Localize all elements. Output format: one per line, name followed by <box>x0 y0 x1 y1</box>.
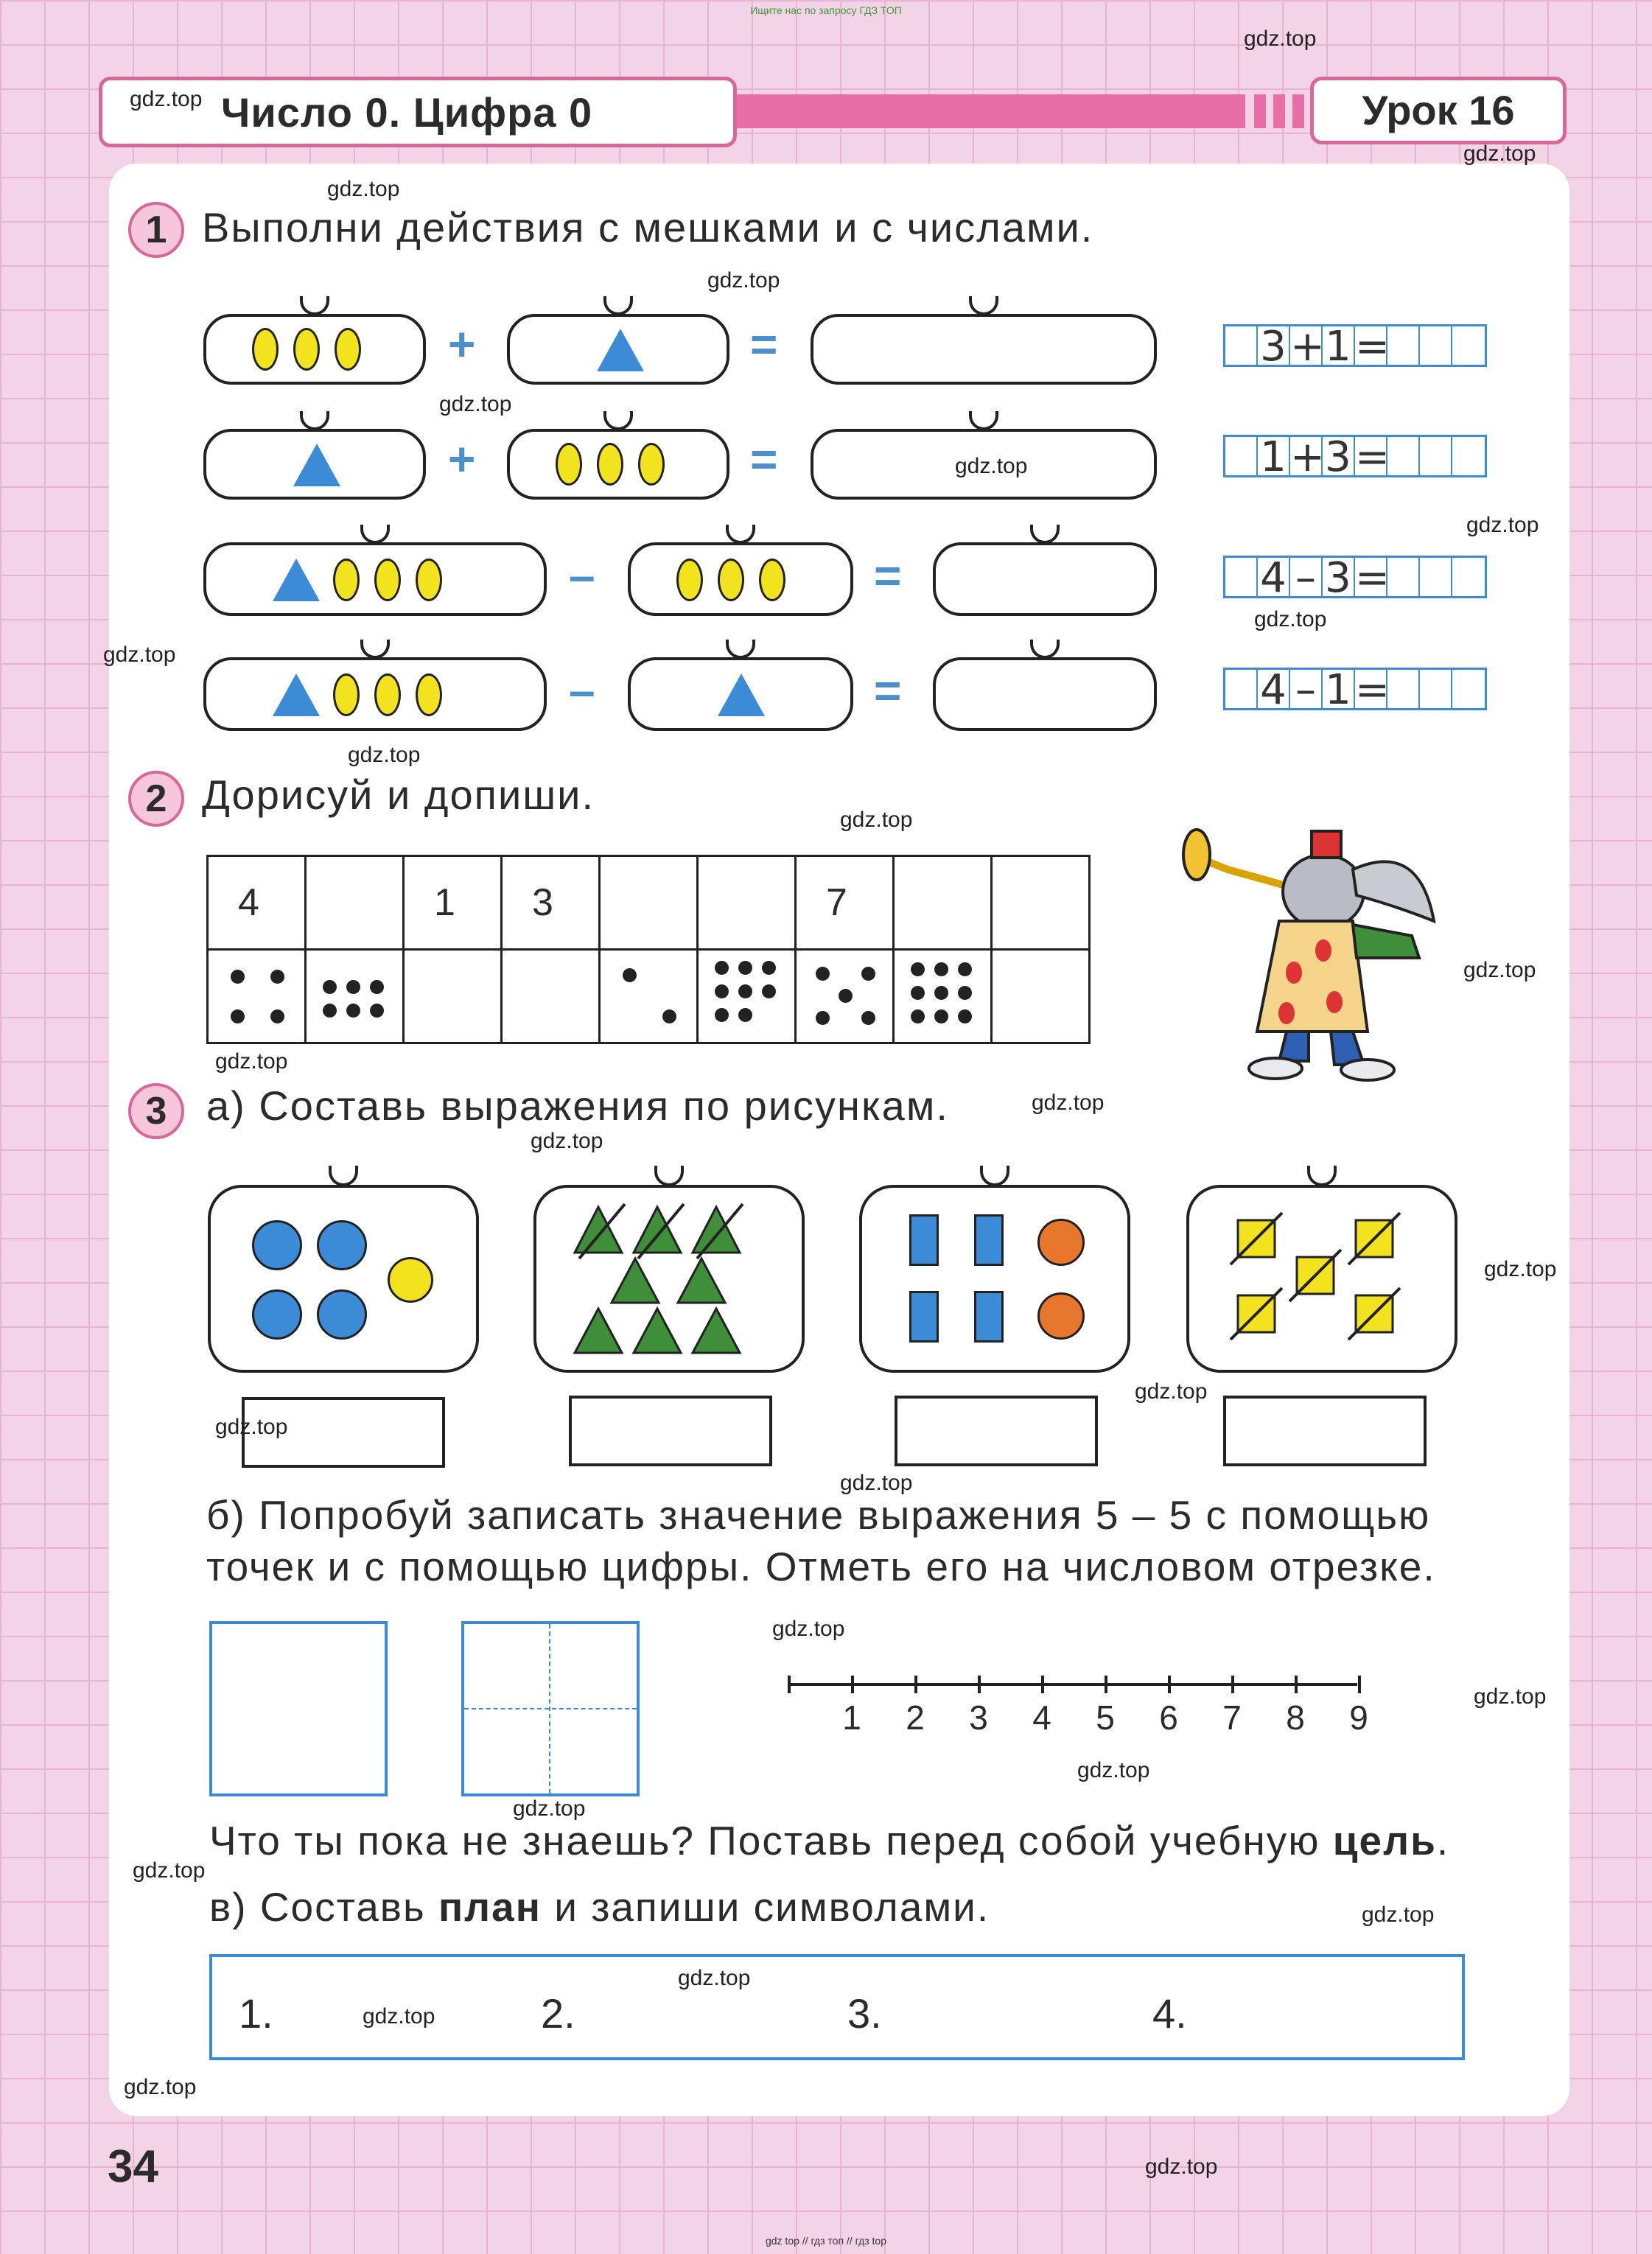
bag-result-empty[interactable] <box>811 314 1157 385</box>
number-line-label: 9 <box>1349 1698 1368 1737</box>
watermark: gdz.top <box>1145 2155 1218 2179</box>
dots-cell-4[interactable] <box>208 950 306 1043</box>
number-line-tick[interactable] <box>1231 1676 1234 1693</box>
watermark: gdz.top <box>1463 141 1536 166</box>
bag-triangle-three-ovals <box>203 542 547 616</box>
equals-sign: = <box>750 318 778 371</box>
plan-item-2: 2. <box>541 1990 575 2037</box>
number-cell[interactable]: 1 <box>404 856 502 950</box>
number-line-label: 4 <box>1032 1698 1051 1737</box>
plus-sign: + <box>448 433 476 486</box>
number-line-tick[interactable] <box>851 1676 854 1693</box>
task3a-text: а) Составь выражения по рисункам. <box>206 1082 949 1129</box>
number-line-label: 1 <box>842 1698 861 1737</box>
dots-cell-9[interactable] <box>894 950 992 1043</box>
table-row <box>208 856 1090 950</box>
header-stripe-tick <box>1254 94 1266 128</box>
dots-cell-9[interactable] <box>306 950 404 1043</box>
watermark: gdz.top <box>1362 1903 1435 1927</box>
top-watermark-note: Ищите нас по запросу ГДЗ ТОП <box>750 4 902 16</box>
plan-item-3: 3. <box>847 1990 882 2037</box>
bag-one-triangle <box>507 314 729 385</box>
goal-text: Что ты пока не знаешь? Поставь перед собой учебную цель. <box>209 1818 1450 1863</box>
plus-sign: + <box>448 318 476 371</box>
rabbit-trumpeter-illustration <box>1176 811 1485 1091</box>
page-number: 34 <box>108 2141 158 2192</box>
bag-one-triangle <box>203 429 426 500</box>
number-cell[interactable] <box>698 856 796 950</box>
bag-three-ovals <box>203 314 426 385</box>
bag-triangles-picture <box>533 1185 805 1373</box>
task2-text: Дорисуй и допиши. <box>202 771 595 818</box>
equals-sign: = <box>874 549 902 602</box>
header-stripe-tick <box>1273 94 1285 128</box>
number-cell[interactable] <box>600 856 698 950</box>
watermark: gdz.top <box>1135 1379 1208 1404</box>
numbers-dots-table <box>206 855 1091 1044</box>
bag-three-ovals <box>628 542 853 616</box>
expression-answer-box[interactable] <box>1223 1396 1427 1466</box>
watermark: gdz.top <box>1463 958 1536 982</box>
expression-answer-box[interactable] <box>895 1396 1098 1466</box>
watermark: gdz.top <box>363 2004 435 2029</box>
bottom-watermark-note: gdz top // гдз топ // гдз top <box>765 2235 887 2247</box>
dots-answer-square[interactable] <box>209 1621 388 1796</box>
dots-cell-8[interactable] <box>698 950 796 1043</box>
number-line[interactable] <box>788 1683 1357 1686</box>
task3b-text-line1: б) Попробуй записать значение выражения 5 – 5 с помощью <box>206 1492 1431 1538</box>
number-line-label: 2 <box>906 1698 925 1737</box>
plan-item-4: 4. <box>1152 1990 1187 2037</box>
task3b-text-line2: точек и с помощью цифры. Отметь его на числовом отрезке. <box>206 1544 1436 1589</box>
number-cell[interactable]: 4 <box>208 856 306 950</box>
watermark: gdz.top <box>1254 607 1327 631</box>
number-line-tick[interactable] <box>1041 1676 1044 1693</box>
watermark: gdz.top <box>1474 1684 1547 1709</box>
watermark: gdz.top <box>1244 27 1317 51</box>
watermark: gdz.top <box>531 1129 603 1153</box>
watermark: gdz.top <box>133 1858 206 1883</box>
number-line-tick[interactable] <box>978 1676 981 1693</box>
equals-sign: = <box>874 664 902 717</box>
number-line-label: 8 <box>1286 1698 1305 1737</box>
task1-text: Выполни действия с мешками и с числами. <box>202 204 1094 251</box>
task3-number: 3 <box>128 1083 184 1139</box>
number-cell[interactable] <box>306 856 404 950</box>
watermark: gdz.top <box>772 1617 845 1641</box>
equation-row-1[interactable]: 3 + 1 = <box>1223 324 1487 367</box>
watermark: gdz.top <box>1466 513 1539 537</box>
watermark: gdz.top <box>215 1415 288 1439</box>
watermark: gdz.top <box>1484 1257 1557 1281</box>
digit-answer-square[interactable] <box>461 1621 640 1796</box>
minus-sign: – <box>569 664 595 717</box>
dots-cell-empty[interactable] <box>404 950 502 1043</box>
number-line-tick[interactable] <box>1105 1676 1107 1693</box>
number-line-tick[interactable] <box>1295 1676 1298 1693</box>
bag-one-triangle <box>628 657 853 731</box>
watermark: gdz.top <box>124 2075 197 2099</box>
watermark: gdz.top <box>1077 1758 1150 1782</box>
number-line-label: 5 <box>1096 1698 1115 1737</box>
equation-row-3[interactable]: 4 – 3 = <box>1223 556 1487 598</box>
watermark: gdz.top <box>840 808 913 832</box>
bag-result-empty[interactable] <box>933 657 1157 731</box>
dots-cell-2[interactable] <box>600 950 698 1043</box>
number-line-label: 7 <box>1222 1698 1242 1737</box>
watermark: gdz.top <box>103 643 176 667</box>
bag-rectangles-circles-picture <box>859 1185 1130 1373</box>
task3v-text: в) Составь план и запиши символами. <box>209 1884 990 1930</box>
task2-number: 2 <box>128 771 184 827</box>
number-cell[interactable] <box>894 856 992 950</box>
number-line-tick[interactable] <box>914 1676 917 1693</box>
number-line-tick[interactable] <box>1358 1676 1361 1693</box>
watermark: gdz.top <box>130 87 203 111</box>
header-stripe-tick <box>1292 94 1304 128</box>
number-line-tick[interactable] <box>788 1676 791 1693</box>
watermark: gdz.top <box>327 177 400 201</box>
watermark: gdz.top <box>513 1796 586 1821</box>
minus-sign: – <box>569 549 595 602</box>
bag-triangle-three-ovals <box>203 657 547 731</box>
equation-row-4[interactable]: 4 – 1 = <box>1223 668 1487 710</box>
number-cell[interactable]: 7 <box>796 856 894 950</box>
number-cell[interactable] <box>992 856 1090 950</box>
watermark: gdz.top <box>439 392 512 416</box>
watermark: gdz.top <box>955 454 1028 478</box>
task1-number: 1 <box>128 202 184 258</box>
watermark: gdz.top <box>215 1049 288 1074</box>
equation-row-2[interactable]: 1 + 3 = <box>1223 435 1487 477</box>
dots-cell-empty <box>992 950 1090 1043</box>
bag-squares-picture <box>1186 1185 1457 1373</box>
watermark: gdz.top <box>678 1966 751 1990</box>
dots-cell-empty[interactable] <box>502 950 600 1043</box>
bag-circles-picture <box>208 1185 479 1373</box>
watermark: gdz.top <box>707 268 780 293</box>
header-stripe <box>737 94 1245 128</box>
number-cell[interactable]: 3 <box>502 856 600 950</box>
page-title: Число 0. Цифра 0 <box>221 89 593 136</box>
plan-item-1: 1. <box>239 1990 273 2037</box>
number-line-tick[interactable] <box>1168 1676 1171 1693</box>
watermark: gdz.top <box>840 1471 913 1495</box>
bag-result-empty[interactable] <box>933 542 1157 616</box>
equals-sign: = <box>750 433 778 486</box>
dots-cell-5[interactable] <box>796 950 894 1043</box>
number-line-label: 6 <box>1159 1698 1178 1737</box>
watermark: gdz.top <box>1032 1091 1105 1115</box>
lesson-label: Урок 16 <box>1310 77 1567 144</box>
watermark: gdz.top <box>348 743 421 767</box>
table-row <box>208 950 1090 1043</box>
expression-answer-box[interactable] <box>569 1396 772 1466</box>
number-line-label: 3 <box>969 1698 988 1737</box>
bag-three-ovals <box>507 429 729 500</box>
